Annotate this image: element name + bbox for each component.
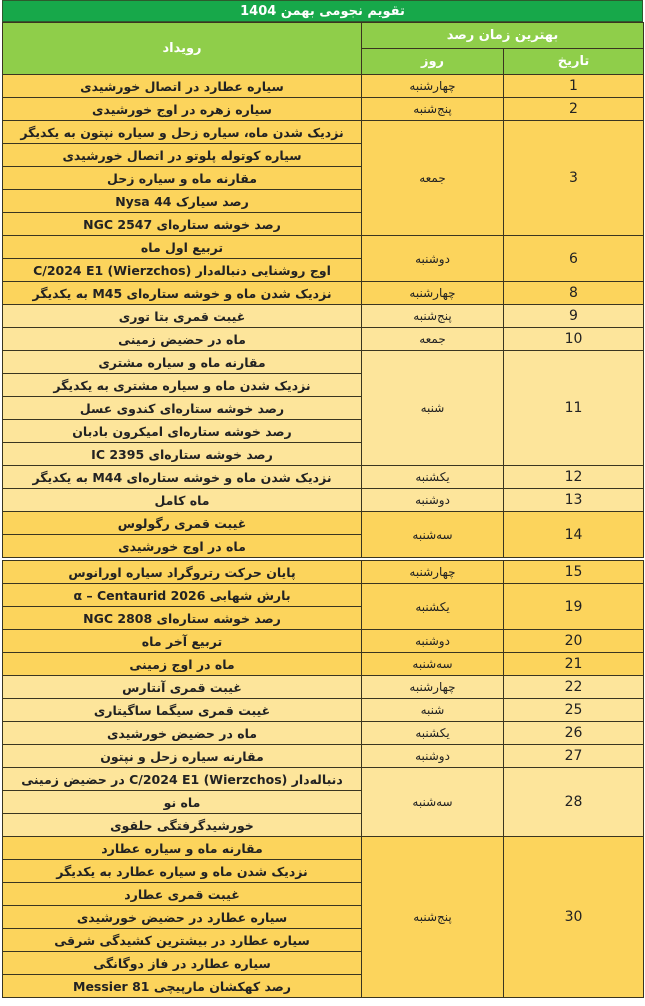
event-cell: ماه در اوج زمینی [3,653,362,676]
day-cell: پنج‌شنبه [362,305,504,328]
date-cell: 6 [504,236,644,282]
event-cell: بارش شهابی α – Centaurid 2026 [3,584,362,607]
date-cell: 30 [504,837,644,998]
day-cell: شنبه [362,351,504,466]
event-cell: سیاره کوتوله پلوتو در اتصال خورشیدی [3,144,362,167]
table-row [3,768,644,791]
day-cell: یکشنبه [362,466,504,489]
event-cell: سیاره عطارد در فاز دوگانگی [3,952,362,975]
event-cell: رصد سیارک 44 Nysa [3,190,362,213]
date-cell: 9 [504,305,644,328]
event-cell: نزدیک شدن ماه و سیاره مشتری به یکدیگر [3,374,362,397]
day-cell: سه‌شنبه [362,768,504,837]
table-row [3,653,644,676]
event-cell: مقارنه ماه و سیاره مشتری [3,351,362,374]
day-cell: یکشنبه [362,584,504,630]
table-row [3,282,644,305]
events-table [2,22,644,998]
day-cell: شنبه [362,699,504,722]
event-cell: ماه در حضیض زمینی [3,328,362,351]
event-cell: ماه کامل [3,489,362,512]
table-row [3,328,644,351]
event-cell: خورشیدگرفتگی حلقوی [3,814,362,837]
table-row [3,722,644,745]
event-cell: ماه نو [3,791,362,814]
day-cell: جمعه [362,328,504,351]
table-row [3,699,644,722]
date-cell: 3 [504,121,644,236]
table-row [3,236,644,259]
table-row [3,630,644,653]
calendar-title: تقویم نجومی بهمن 1404 [2,0,643,22]
date-cell: 25 [504,699,644,722]
event-cell: مقارنه سیاره زحل و نپتون [3,745,362,768]
table-row [3,98,644,121]
event-cell: نزدیک شدن ماه و خوشه ستاره‌ای M45 به یکدیگر [3,282,362,305]
date-cell: 15 [504,561,644,584]
day-cell: دوشنبه [362,489,504,512]
event-cell: نزدیک شدن ماه و سیاره عطارد به یکدیگر [3,860,362,883]
date-cell: 2 [504,98,644,121]
event-cell: دنباله‌دار C/2024 E1 (Wierzchos) در حضیض زمینی [3,768,362,791]
day-cell: دوشنبه [362,745,504,768]
day-cell: چهارشنبه [362,676,504,699]
event-cell: سیاره عطارد در حضیض خورشیدی [3,906,362,929]
day-cell: چهارشنبه [362,282,504,305]
event-cell: رصد کهکشان مارپیچی Messier 81 [3,975,362,998]
date-cell: 28 [504,768,644,837]
date-cell: 27 [504,745,644,768]
date-cell: 14 [504,512,644,558]
event-cell: غیبت قمری سیگما ساگیتاری [3,699,362,722]
date-cell: 10 [504,328,644,351]
table-row [3,512,644,535]
table-body [3,75,644,998]
day-cell: سه‌شنبه [362,653,504,676]
day-cell: دوشنبه [362,630,504,653]
date-cell: 13 [504,489,644,512]
day-cell: چهارشنبه [362,75,504,98]
table-row [3,837,644,860]
event-cell: پایان حرکت رتروگراد سیاره اورانوس [3,561,362,584]
table-row [3,489,644,512]
event-cell: رصد خوشه ستاره‌ای امیکرون بادبان [3,420,362,443]
date-cell: 20 [504,630,644,653]
event-cell: تربیع آخر ماه [3,630,362,653]
event-cell: رصد خوشه ستاره‌ای NGC 2808 [3,607,362,630]
date-header: تاریخ [504,49,644,75]
event-cell: نزدیک شدن ماه، سیاره زحل و سیاره نپتون به یکدیگر [3,121,362,144]
table-row [3,676,644,699]
event-cell: مقارنه ماه و سیاره زحل [3,167,362,190]
day-cell: دوشنبه [362,236,504,282]
event-cell: تربیع اول ماه [3,236,362,259]
event-cell: نزدیک شدن ماه و خوشه ستاره‌ای M44 به یکدیگر [3,466,362,489]
event-cell: سیاره زهره در اوج خورشیدی [3,98,362,121]
day-header: روز [362,49,504,75]
date-cell: 11 [504,351,644,466]
date-cell: 8 [504,282,644,305]
date-cell: 26 [504,722,644,745]
astronomy-calendar [2,0,643,998]
table-row [3,351,644,374]
date-cell: 1 [504,75,644,98]
event-cell: غیبت قمری رگولوس [3,512,362,535]
table-row [3,745,644,768]
event-cell: سیاره عطارد در بیشترین کشیدگی شرقی [3,929,362,952]
date-cell: 22 [504,676,644,699]
event-cell: رصد خوشه ستاره‌ای کندوی عسل [3,397,362,420]
date-cell: 19 [504,584,644,630]
event-cell: ماه در حضیض خورشیدی [3,722,362,745]
event-cell: ماه در اوج خورشیدی [3,535,362,558]
day-cell: یکشنبه [362,722,504,745]
table-row [3,121,644,144]
table-row [3,305,644,328]
event-header: رویداد [3,23,362,75]
date-cell: 21 [504,653,644,676]
best-time-header: بهترین زمان رصد [362,23,644,49]
table-row [3,561,644,584]
event-cell: غیبت قمری عطارد [3,883,362,906]
event-cell: غیبت قمری بتا توری [3,305,362,328]
day-cell: پنج‌شنبه [362,98,504,121]
event-cell: رصد خوشه ستاره‌ای NGC 2547 [3,213,362,236]
event-cell: غیبت قمری آنتارس [3,676,362,699]
table-row [3,466,644,489]
day-cell: چهارشنبه [362,561,504,584]
date-cell: 12 [504,466,644,489]
day-cell: سه‌شنبه [362,512,504,558]
event-cell: رصد خوشه ستاره‌ای IC 2395 [3,443,362,466]
day-cell: جمعه [362,121,504,236]
event-cell: اوج روشنایی دنباله‌دار C/2024 E1 (Wierzchos) [3,259,362,282]
table-row [3,584,644,607]
event-cell: سیاره عطارد در اتصال خورشیدی [3,75,362,98]
event-cell: مقارنه ماه و سیاره عطارد [3,837,362,860]
table-row [3,75,644,98]
day-cell: پنج‌شنبه [362,837,504,998]
